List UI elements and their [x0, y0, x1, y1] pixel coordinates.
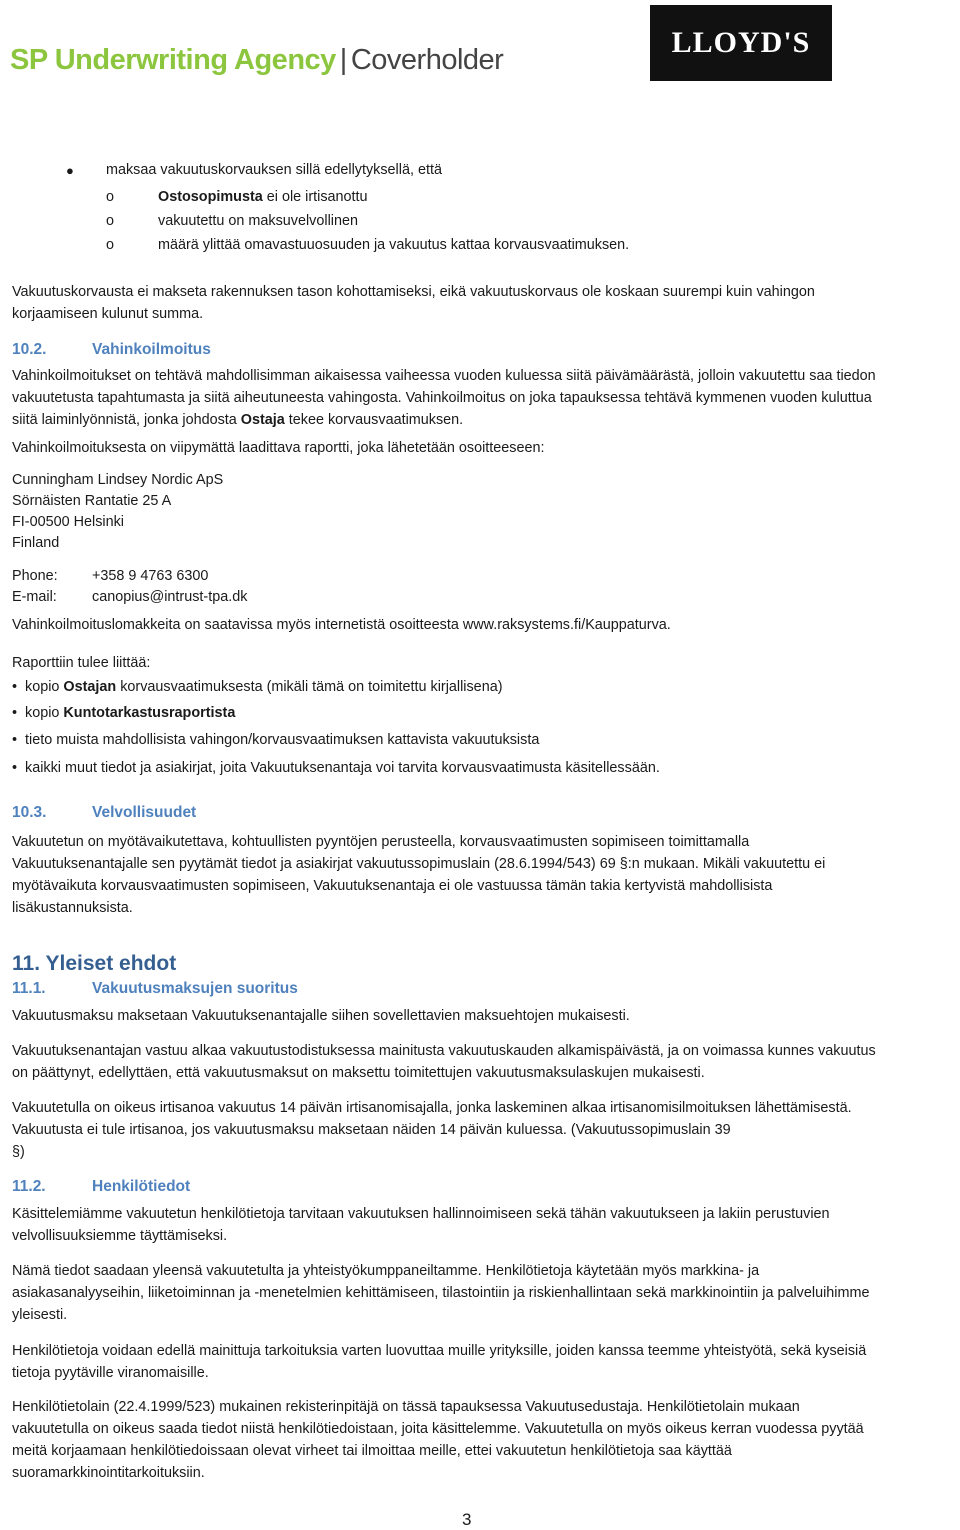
intro-para-line: korjaamiseen kulunut summa. — [12, 306, 204, 322]
paragraph-line: §) — [12, 1144, 25, 1160]
section-title: Vahinkoilmoitus — [92, 341, 211, 358]
attach-item: kopio Kuntotarkastusraportista — [25, 705, 236, 721]
paragraph-line: tietoja pyytäville viranomaisille. — [12, 1365, 209, 1381]
bullet-icon: ● — [66, 163, 74, 178]
address-line: Finland — [12, 535, 60, 551]
paragraph-line: suoramarkkinointitarkoituksiin. — [12, 1465, 205, 1481]
intro-sub-2: vakuutettu on maksuvelvollinen — [158, 213, 358, 229]
brand-role: Coverholder — [350, 44, 504, 76]
phone-value: +358 9 4763 6300 — [92, 568, 209, 584]
attach-intro: Raporttiin tulee liittää: — [12, 655, 151, 671]
attach-item: kopio Ostajan korvausvaatimuksesta (mikäli tämä on toimitettu kirjallisena) — [25, 679, 503, 695]
paragraph-line: Vahinkoilmoitukset on tehtävä mahdollisimman aikaisessa vaiheessa vuoden kuluessa siitä päivämäärästä, jolloin vakuutettu saa tiedon — [12, 368, 876, 384]
section-title: Henkilötiedot — [92, 1178, 191, 1195]
attach-item: tieto muista mahdollisista vahingon/korvausvaatimuksen kattavista vakuutuksista — [25, 732, 540, 748]
intro-para-line: Vakuutuskorvausta ei makseta rakennuksen tason kohottamiseksi, eikä vakuutuskorvaus ole koskaan suurempi kuin vahingon — [12, 284, 815, 300]
paragraph-line: Henkilötietoja voidaan edellä mainittuja tarkoituksia varten luovuttaa muille yrityksille, joiden kanssa teemme yhteistyötä, sekä kyseisiä — [12, 1343, 867, 1359]
section-number: 11.1. — [12, 980, 46, 997]
paragraph-line: yleisesti. — [12, 1307, 68, 1323]
bullet-icon: • — [12, 705, 18, 721]
lloyds-logo: LLOYD'S — [650, 5, 832, 81]
section-number: 10.3. — [12, 804, 47, 821]
paragraph-line: Vakuutusmaksu maksetaan Vakuutuksenantajalle siihen sovellettavien maksuehtojen mukaisesti. — [12, 1008, 630, 1024]
section-title: Velvollisuudet — [92, 804, 197, 821]
intro-bullet: maksaa vakuutuskorvauksen sillä edellytyksellä, että — [106, 162, 442, 178]
email-label: E-mail: — [12, 589, 57, 605]
paragraph-line: Vakuutetun on myötävaikutettava, kohtuullisten pyyntöjen perusteella, korvausvaatimusten sopimiseen toimittamalla — [12, 834, 750, 850]
sub-marker: o — [106, 237, 115, 253]
bullet-icon: • — [12, 760, 18, 776]
paragraph-line: Henkilötietolain (22.4.1999/523) mukainen rekisterinpitäjä on tässä tapauksessa Vakuutusedustaja. Henkilötietolain mukaan — [12, 1399, 800, 1415]
paragraph-line: Käsittelemiämme vakuutetun henkilötietoja tarvitaan vakuutuksen hallinnoimiseen sekä tähän vakuutukseen ja lakiin perustuvien — [12, 1206, 830, 1222]
page-number: 3 — [462, 1510, 472, 1529]
attach-item: kaikki muut tiedot ja asiakirjat, joita Vakuutuksenantaja voi tarvita korvausvaatimusta käsitellessään. — [25, 760, 660, 776]
intro-sub-1: Ostosopimusta ei ole irtisanottu — [158, 189, 368, 205]
address-line: Sörnäisten Rantatie 25 A — [12, 493, 172, 509]
section-number: 10.2. — [12, 341, 47, 358]
email-value: canopius@intrust-tpa.dk — [92, 589, 248, 605]
brand-logo — [10, 44, 503, 77]
paragraph-line: vakuutetulla on oikeus saada tiedot niistä henkilötiedoistaan, joita käsittelemme. Vakuutetulla on myös oikeus kerran vuodessa pyytää — [12, 1421, 864, 1437]
bullet-icon: • — [12, 732, 18, 748]
brand-name: SP Underwriting Agency — [10, 44, 336, 76]
paragraph-line: vakuutetusta tapahtumasta ja siitä aiheutuneesta vahingosta. Vahinkoilmoitus on joka tapauksessa tehtävä kymmenen vuoden kuluttua — [12, 390, 872, 406]
chapter-heading: 11. Yleiset ehdot — [12, 952, 177, 975]
paragraph-line: Vakuutusta ei tule irtisanoa, jos vakuutusmaksu maksetaan näiden 14 päivän kuluessa. (Vakuutussopimuslain 39 — [12, 1122, 731, 1138]
address-line: Cunningham Lindsey Nordic ApS — [12, 472, 224, 488]
paragraph-line: Vahinkoilmoituksesta on viipymättä laadittava raportti, joka lähetetään osoitteeseen: — [12, 440, 545, 456]
paragraph-line: Nämä tiedot saadaan yleensä vakuutetulta ja yhteistyökumppaneiltamme. Henkilötietoja käytetään myös markkina- ja — [12, 1263, 760, 1279]
sub-marker: o — [106, 213, 115, 229]
paragraph-line: Vakuutuksenantajan vastuu alkaa vakuutustodistuksessa mainitusta vakuutuskauden alkamispäivästä, ja on voimassa kunnes vakuutus — [12, 1043, 876, 1059]
section-title: Vakuutusmaksujen suoritus — [92, 980, 298, 997]
paragraph-line: siitä laiminlyönnistä, jonka johdosta Ostaja tekee korvausvaatimuksen. — [12, 412, 464, 428]
paragraph-line: meitä korjaamaan henkilötiedoissaan olevat virheet tai ilmoittaa meille, ettei vakuutetun henkilötietoja saa käyttää — [12, 1443, 732, 1459]
paragraph-line: Vakuutetulla on oikeus irtisanoa vakuutus 14 päivän irtisanomisajalla, jonka laskeminen alkaa irtisanomisilmoituksen lähettämisestä. — [12, 1100, 852, 1116]
paragraph-line: myötävaikuta korvausvaatimusten sopimiseen, Vakuutuksenantaja ei ole vastuussa tämän takia kertyvistä mahdollisista — [12, 878, 773, 894]
phone-label: Phone: — [12, 568, 58, 584]
paragraph-line: on päättynyt, edellyttäen, että vakuutusmaksut on maksettu toimitettujen vakuutusmaksulaskujen mukaisesti. — [12, 1065, 705, 1081]
paragraph-line: asiakasanalyyseihin, liiketoiminnan ja -menetelmien kehittämiseen, tilastointiin ja riskienhallintaan sekä markkinointiin ja palveluihimme — [12, 1285, 870, 1301]
intro-sub-3: määrä ylittää omavastuuosuuden ja vakuutus kattaa korvausvaatimuksen. — [158, 237, 630, 253]
bullet-icon: • — [12, 679, 18, 695]
brand-separator: | — [339, 44, 347, 76]
sub-marker: o — [106, 189, 115, 205]
address-line: FI-00500 Helsinki — [12, 514, 124, 530]
paragraph-line: velvollisuuksiemme täyttämiseksi. — [12, 1228, 228, 1244]
paragraph-line: lisäkustannuksista. — [12, 900, 133, 916]
section-number: 11.2. — [12, 1178, 46, 1195]
paragraph-line: Vakuutuksenantajalle sen pyytämät tiedot ja asiakirjat vakuutussopimuslain (28.6.1994/543) 69 §:n mukaan. Mikäli vakuutettu ei — [12, 856, 826, 872]
forms-note: Vahinkoilmoituslomakkeita on saatavissa myös internetistä osoitteesta www.raksystems.fi/Kauppaturva. — [12, 617, 671, 633]
